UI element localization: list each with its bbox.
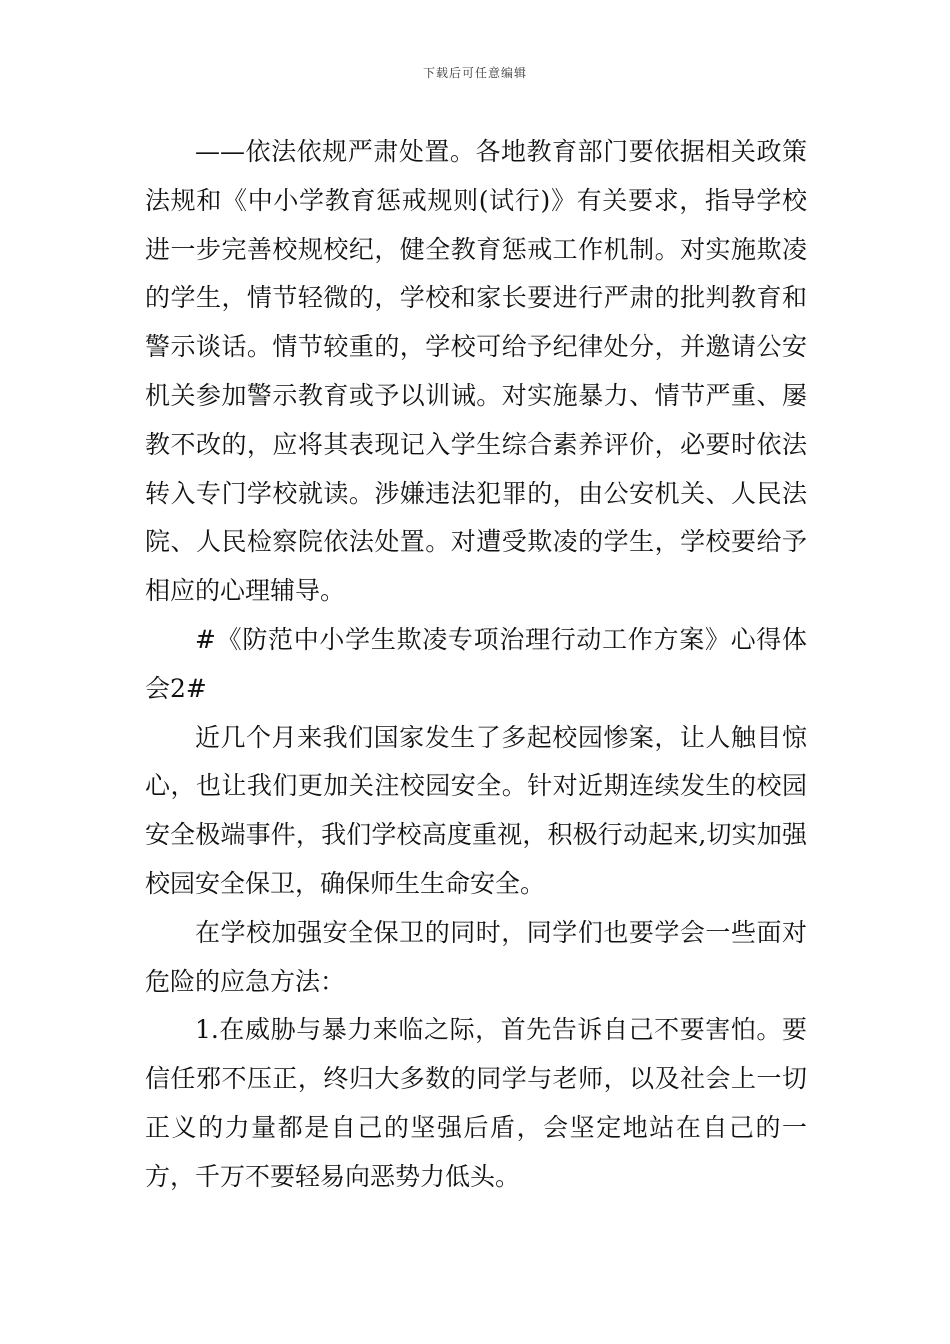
page-header: 下载后可任意编辑 <box>422 66 527 80</box>
paragraph-campus-safety: 近几个月来我们国家发生了多起校园惨案，让人触目惊心，也让我们更加关注校园安全。针对近期连续发生的校园安全极端事件，我们学校高度重视，积极行动起来,切实加强校园安全保卫，确保师生生命安全。 <box>145 722 807 898</box>
paragraph-disciplinary-measures: ——依法依规严肃处置。各地教育部门要依据相关政策法规和《中小学教育惩戒规则(试行)》有关要求，指导学校进一步完善校规校纪，健全教育惩戒工作机制。对实施欺凌的学生，情节轻微的，学校和家长要进行严肃的批判教育和警示谈话。情节较重的，学校可给予纪律处分，并邀请公安机关参加警示教育或予以训诫。对实施暴力、情节严重、屡教不改的，应将其表现记入学生综合素养评价，必要时依法转入专门学校就读。涉嫌违法犯罪的，由公安机关、人民法院、人民检察院依法处置。对遭受欺凌的学生，学校要给予相应的心理辅导。 <box>145 137 807 606</box>
section-heading: #《防范中小学生欺凌专项治理行动工作方案》心得体会2# <box>145 624 807 703</box>
document-body <box>145 128 807 1202</box>
paragraph-emergency-methods: 在学校加强安全保卫的同时，同学们也要学会一些面对危险的应急方法： <box>145 917 807 996</box>
paragraph-point-1: 1.在威胁与暴力来临之际，首先告诉自己不要害怕。要信任邪不压正，终归大多数的同学与老师，以及社会上一切正义的力量都是自己的坚强后盾，会坚定地站在自己的一方，千万不要轻易向恶势力低头。 <box>145 1015 807 1191</box>
